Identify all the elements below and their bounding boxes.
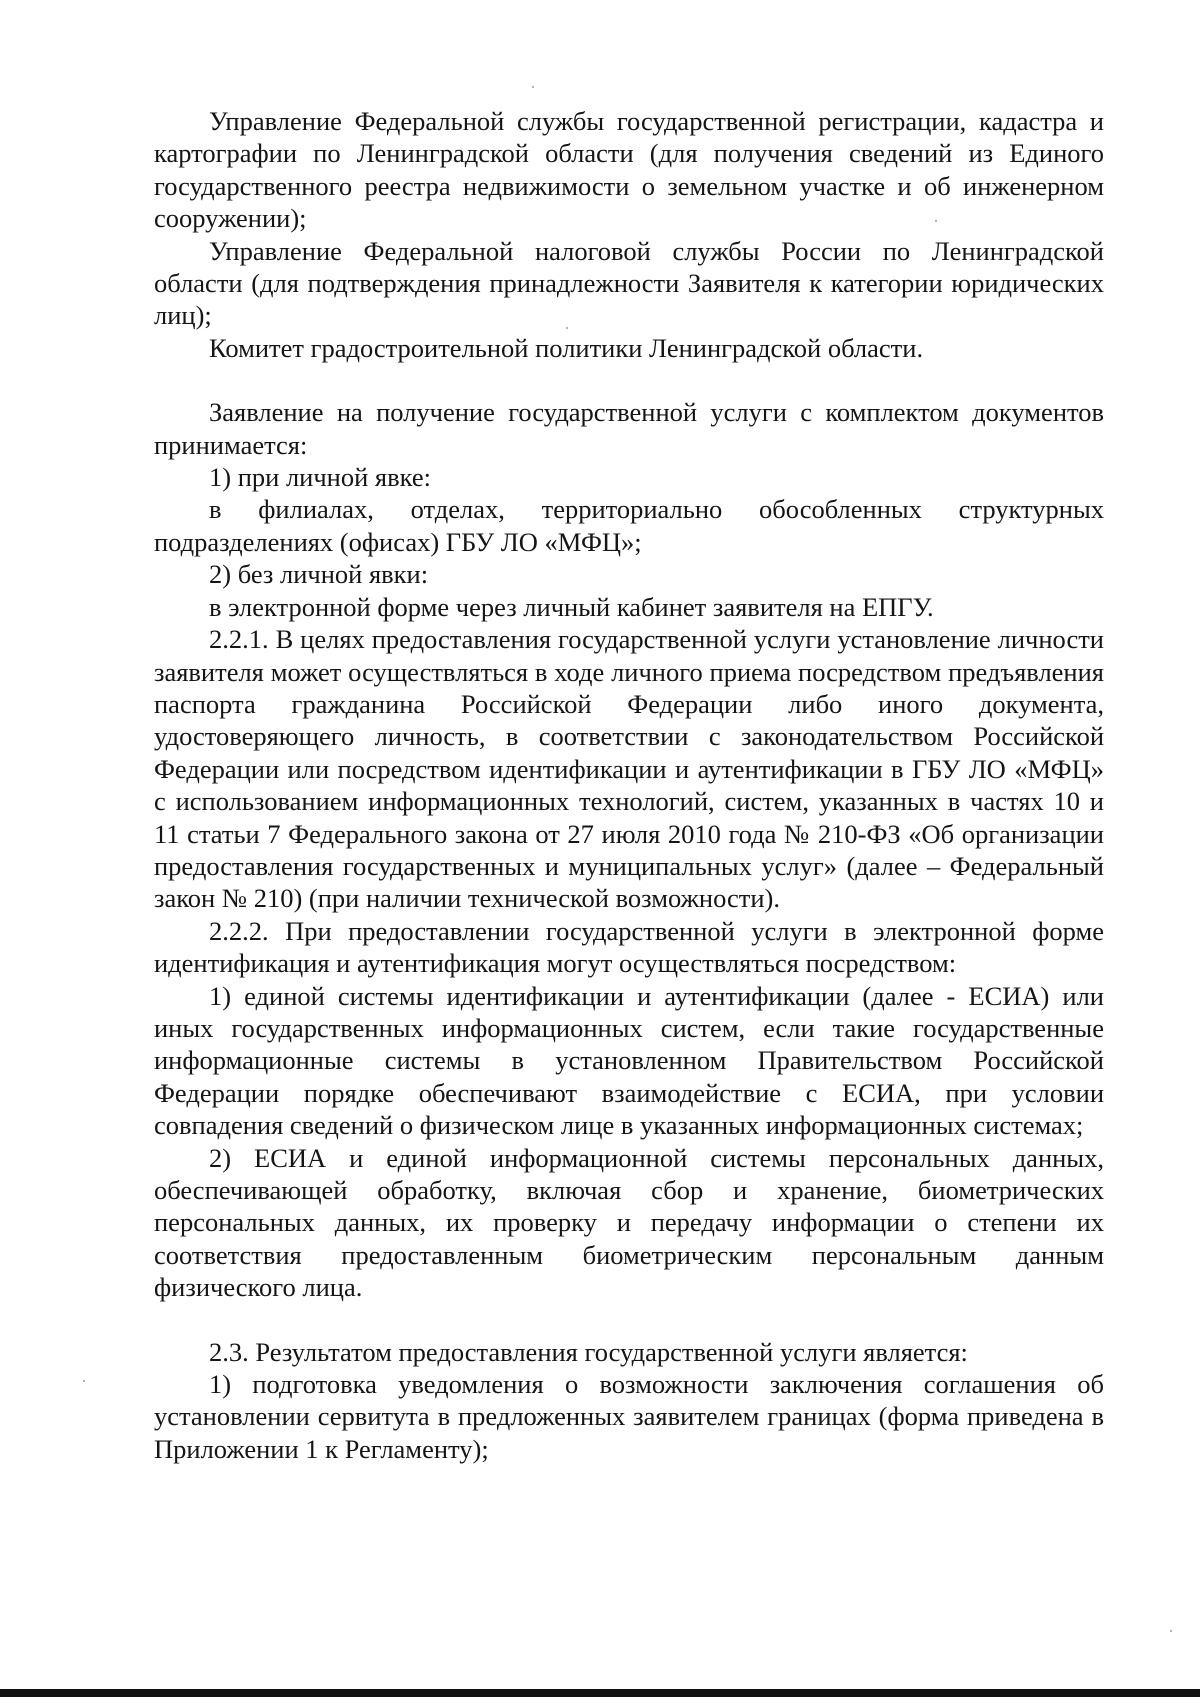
paragraph-2-3: 2.3. Результатом предоставления государственной услуги является: [209,1336,968,1367]
scan-speck [935,220,937,222]
paragraph-urban-committee: Комитет градостроительной политики Ленинградской области. [209,332,924,363]
paragraph-result-1: 1) подготовка уведомления о возможности заключения соглашения об установлении сервитута в предложенных заявителем границах (форма приведена в Приложении 1 к Регламенту); [154,1369,1104,1464]
scan-speck [532,86,534,88]
paragraph-2-2-1: 2.2.1. В целях предоставления государственной услуги установление личности заявителя может осуществляться в ходе личного приема посредством предъявления паспорта гражданина Российской Федерации либо иного документа, удостоверяющего личность, в соответствии с законодательством Российской Федерации или посредством идентификации и аутентификации в ГБУ ЛО «МФЦ» с использованием информационных технологий, систем, указанных в частях 10 и 11 статьи 7 Федерального закона от 27 июля 2010 года № 210-ФЗ «Об организации предоставления государственных и муниципальных услуг» (далее – Федеральный закон № 210) (при наличии технической возможности). [154,624,1104,914]
paragraph-epgu: в электронной форме через личный кабинет заявителя на ЕПГУ. [209,591,934,622]
paragraph-in-person: 1) при личной явке: [209,462,431,493]
scan-bottom-edge [0,1689,1200,1697]
paragraph-tax-service: Управление Федеральной налоговой службы России по Ленинградской области (для подтверждения принадлежности Заявителя к категории юридических лиц); [154,235,1104,331]
blank-line [154,1304,1104,1336]
scan-speck [566,327,568,329]
paragraph-remote: 2) без личной явки: [209,559,429,590]
blank-line [154,364,1104,396]
scan-speck [83,1380,85,1382]
paragraph-2-2-2: 2.2.2. При предоставлении государственной услуги в электронной форме идентификация и аутентификация могут осуществляться посредством: [154,915,1104,979]
paragraph-application-accepted: Заявление на получение государственной услуги с комплектом документов принимается: [154,397,1104,460]
scan-speck [1170,1630,1172,1632]
document-body [154,105,1104,1465]
paragraph-rosreestr: Управление Федеральной службы государственной регистрации, кадастра и картографии по Ленинградской области (для получения сведений из Единого государственного реестра недвижимости о земельном участке и об инженерном сооружении); [154,106,1104,234]
paragraph-biometric: 2) ЕСИА и единой информационной системы персональных данных, обеспечивающей обработку, включая сбор и хранение, биометрических персональных данных, их проверку и передачу информации о степени их соответствия предоставленным биометрическим персональным данным физического лица. [154,1142,1104,1303]
paragraph-mfc-offices: в филиалах, отделах, территориально обособленных структурных подразделениях (офисах) ГБУ ЛО «МФЦ»; [154,494,1104,557]
paragraph-esia: 1) единой системы идентификации и аутентификации (далее - ЕСИА) или иных государственных информационных систем, если такие государственные информационные системы в установленном Правительством Российской Федерации порядке обеспечивают взаимодействие с ЕСИА, при условии совпадения сведений о физическом лице в указанных информационных системах; [154,980,1104,1141]
